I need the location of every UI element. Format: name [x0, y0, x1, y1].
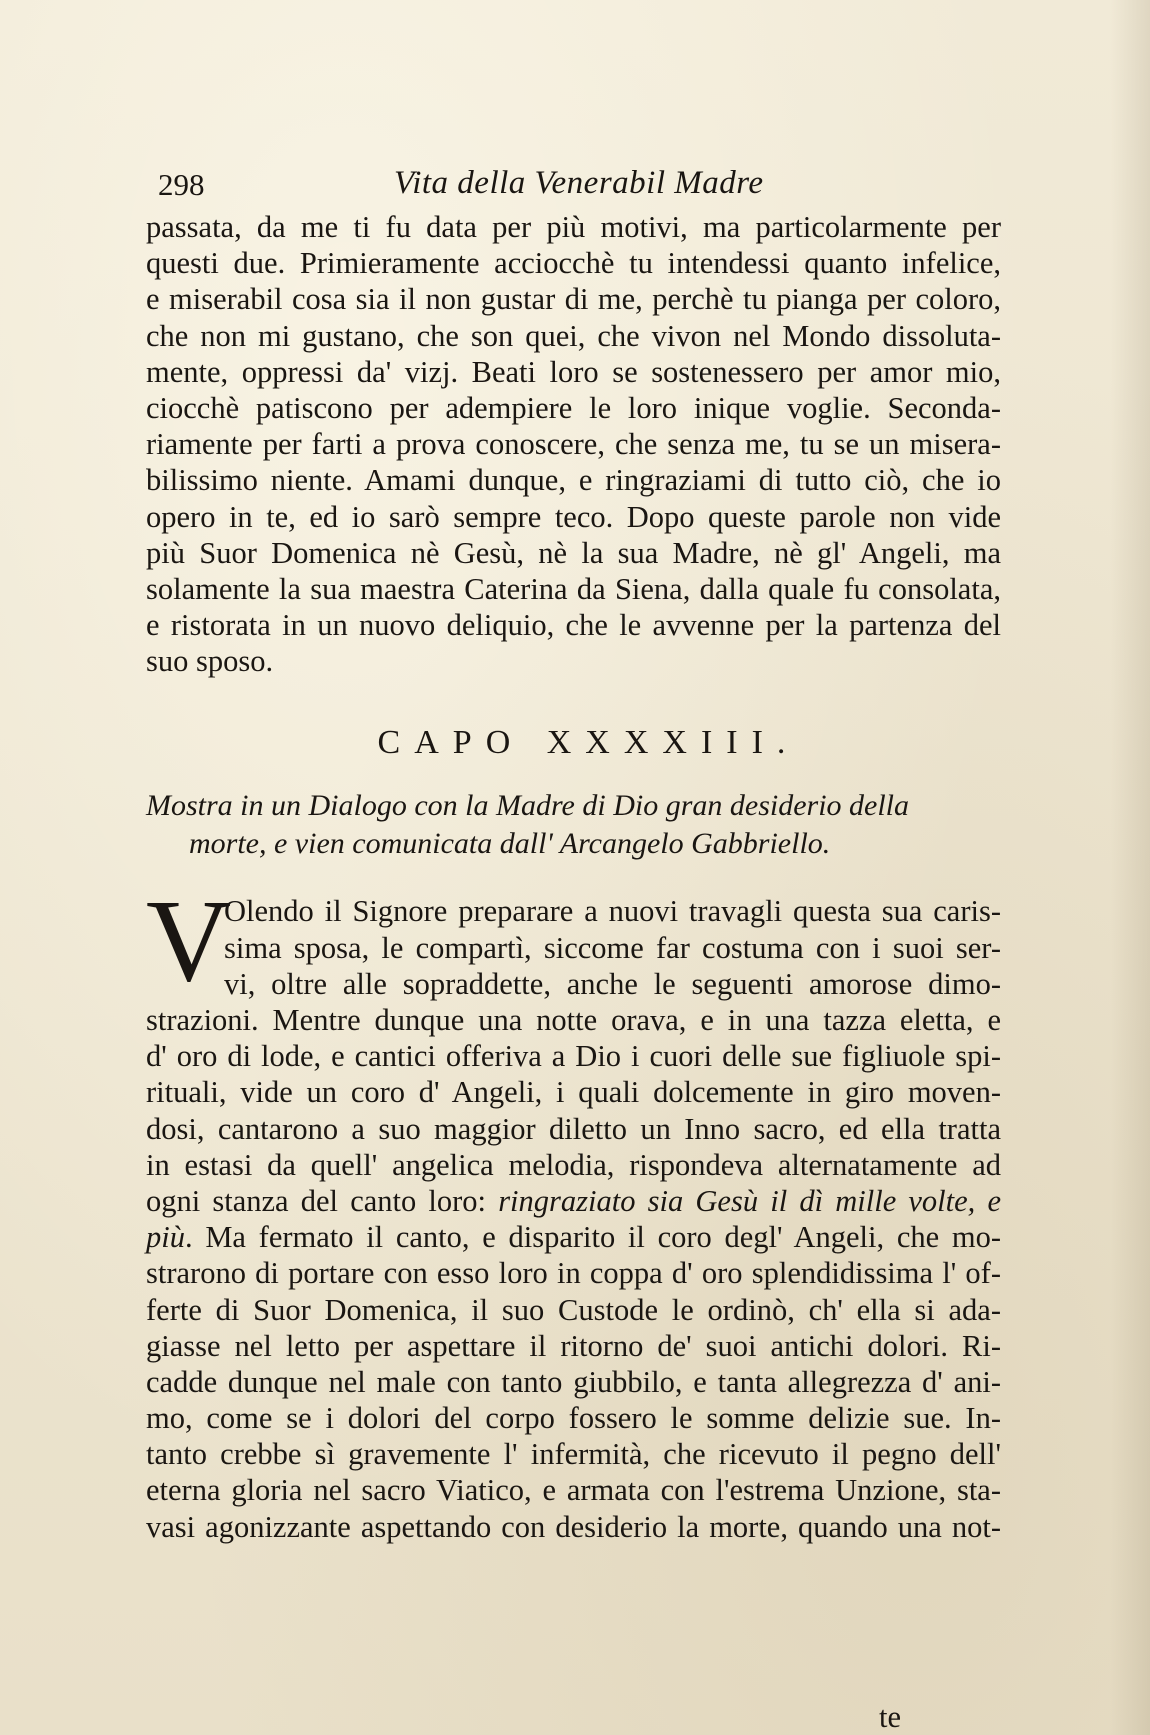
chapter-body	[146, 875, 1002, 1544]
text-line: passata, da me ti fu data per più motivi, ma particolarmente per	[146, 210, 1001, 244]
text-line: opero in te, ed io sarò sempre teco. Dopo queste parole non vide	[146, 499, 1001, 534]
chapter-heading: CAPO XXXXIII.	[377, 724, 800, 762]
text-line-with-quote	[146, 1219, 1001, 1255]
text-line: ciocchè patiscono per adempiere le loro inique voglie. Seconda-	[146, 390, 1001, 425]
text-line: rituali, vide un coro d' Angeli, i quali dolcemente in giro moven-	[146, 1075, 1001, 1110]
text-run: ogni stanza del canto loro:	[146, 1183, 499, 1218]
text-line: vasi agonizzante aspettando con desiderio la morte, quando una not-	[146, 1509, 1001, 1544]
text-line: vi, oltre alle sopraddette, anche le seguenti amorose dimo-	[224, 966, 1001, 1001]
text-line: mente, oppressi da' vizj. Beati loro se sostenessero per amor mio,	[146, 354, 1001, 389]
text-line: sima sposa, le compartì, siccome far costuma con i suoi ser-	[224, 930, 1001, 965]
text-run: . Ma fermato il canto, e disparito il coro degl' Angeli, che mo-	[184, 1220, 1001, 1255]
quote-run: più	[146, 1220, 185, 1255]
text-line: e miserabil cosa sia il non gustar di me, perchè tu pianga per coloro,	[146, 282, 1001, 317]
text-line: solamente la sua maestra Caterina da Siena, dalla quale fu consolata,	[146, 571, 1001, 606]
text-line: Olendo il Signore preparare a nuovi travagli questa sua caris-	[224, 894, 1001, 929]
text-line: strazioni. Mentre dunque una notte orava, e in una tazza eletta, e	[146, 1003, 1001, 1037]
text-line: ferte di Suor Domenica, il suo Custode le ordinò, ch' ella si ada-	[146, 1292, 1001, 1327]
text-line: più Suor Domenica nè Gesù, nè la sua Madre, nè gl' Angeli, ma	[146, 535, 1001, 570]
text-line: questi due. Primieramente acciocchè tu intendessi quanto infelice,	[146, 246, 1001, 281]
continuation-paragraph	[146, 209, 1001, 679]
text-line: mo, come se i dolori del corpo fossero le somme delizie sue. In-	[146, 1401, 1001, 1436]
text-line-with-quote	[146, 1183, 1001, 1219]
running-head	[146, 165, 1001, 209]
text-line: eterna gloria nel sacro Viatico, e armata con l'estrema Unzione, sta-	[146, 1473, 1001, 1508]
text-line: riamente per farti a prova conoscere, che senza me, tu se un misera-	[146, 427, 1001, 462]
summary-line: morte, e vien comunicata dall' Arcangelo Gabbriello.	[189, 827, 831, 861]
text-line: in estasi da quell' angelica melodia, rispondeva alternatamente ad	[146, 1147, 1001, 1182]
text-line: bilissimo niente. Amami dunque, e ringraziami di tutto ciò, che io	[146, 463, 1001, 498]
text-block	[146, 165, 1002, 1734]
catchword: te	[878, 1700, 901, 1734]
text-line: strarono di portare con esso loro in coppa d' oro splendidissima l' of-	[146, 1256, 1001, 1291]
text-line: d' oro di lode, e cantici offeriva a Dio i cuori delle sue figliuole spi-	[146, 1039, 1001, 1074]
drop-cap: V	[146, 875, 232, 1007]
text-line: tanto crebbe sì gravemente l' infermità, che ricevuto il pegno dell'	[146, 1437, 1001, 1472]
text-line: dosi, cantarono a suo maggior diletto un Inno sacro, ed ella tratta	[146, 1111, 1001, 1146]
running-title: Vita della Venerabil Madre	[394, 165, 764, 201]
text-line: giasse nel letto per aspettare il ritorno de' suoi antichi dolori. Ri-	[146, 1328, 1001, 1363]
page-number: 298	[158, 167, 205, 202]
text-line: che non mi gustano, che son quei, che vivon nel Mondo dissoluta-	[146, 318, 1001, 353]
text-line: cadde dunque nel male con tanto giubbilo, e tanta allegrezza d' ani-	[146, 1364, 1001, 1399]
text-line: e ristorata in un nuovo deliquio, che le avvenne per la partenza del	[146, 608, 1001, 643]
quote-run: ringraziato sia Gesù il dì mille volte, e	[498, 1183, 1002, 1218]
text-line: suo sposo.	[146, 644, 274, 679]
page-edge-shadow	[1110, 0, 1150, 1735]
summary-line: Mostra in un Dialogo con la Madre di Dio gran desiderio della	[146, 789, 910, 823]
chapter-summary	[146, 787, 1001, 863]
